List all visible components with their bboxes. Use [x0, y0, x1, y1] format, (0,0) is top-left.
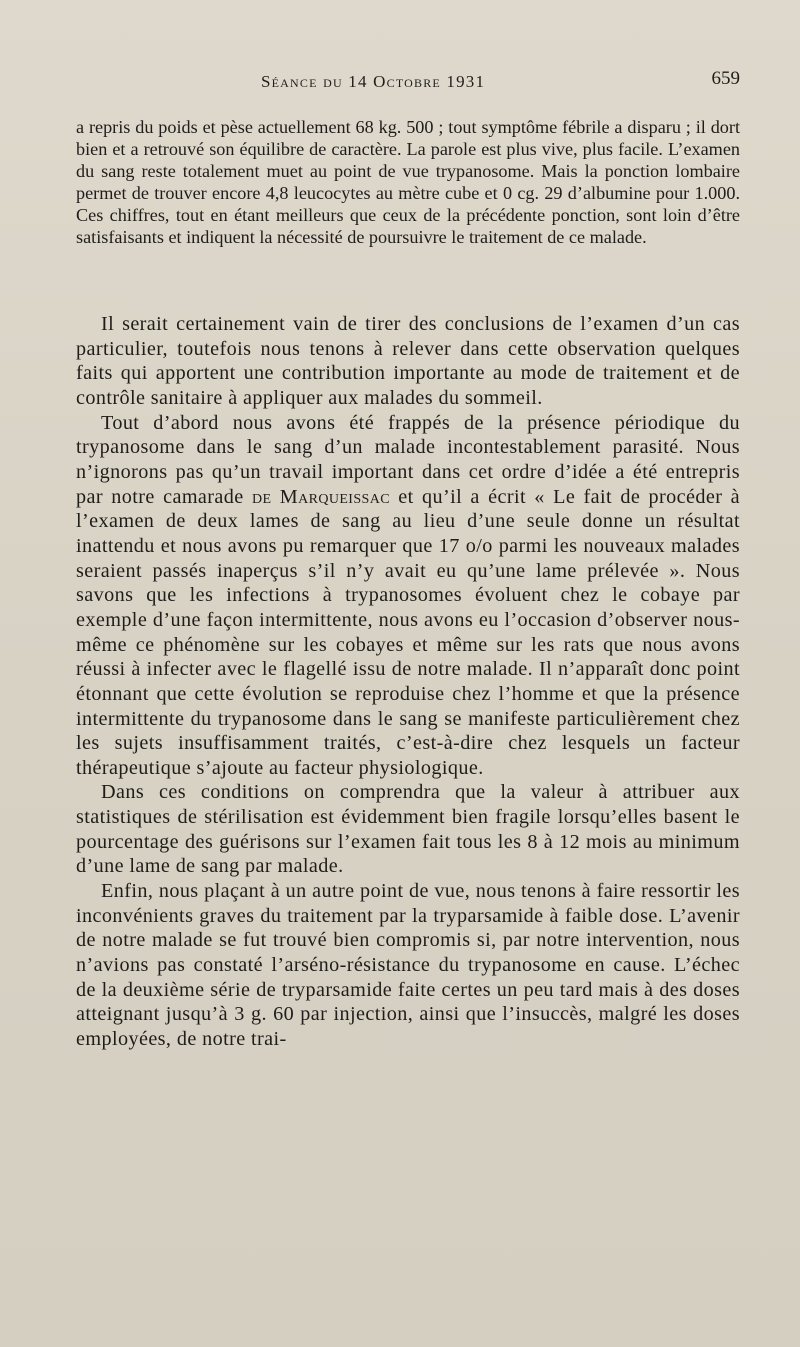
body-text: [76, 312, 740, 1052]
author-name: de Marqueissac: [251, 485, 390, 508]
paragraph-2: [76, 411, 740, 781]
paragraph-1: Il serait certainement vain de tirer des conclusions de l’examen d’un cas particulier, toutefois nous tenons à relever dans cette observation quelques faits qui apportent une contribution importante au mode de traitement et de contrôle sanitaire à appliquer aux malades du sommeil.: [76, 313, 740, 409]
page-number: 659: [711, 68, 740, 89]
paragraph-4: Enfin, nous plaçant à un autre point de vue, nous tenons à faire ressortir les inconvénients graves du traitement par la tryparsamide à faible dose. L’avenir de notre malade se fut trouvé bien compromis si, par notre intervention, nous n’avions pas constaté l’arséno-résistance du trypanosome en cause. L’échec de la deuxième série de tryparsamide faite certes un peu tard mais à des doses atteignant jusqu’à 3 g. 60 par injection, ainsi que l’insuccès, malgré les doses employées, de notre trai-: [76, 880, 740, 1051]
paragraph-2-text-a: Tout d’abord nous avons été frappés de la présence périodique du trypanosome dans le sang d’un malade incontestablement parasité. Nous n’ignorons pas qu’un travail important dans cet ordre d’idée a été entrepris par notre camarade: [76, 411, 740, 508]
paragraph-2-text-b: et qu’il a écrit « Le fait de procéder à l’examen de deux lames de sang au lieu d’une seule donne un résultat inattendu et nous avons pu remarquer que 17 o/o parmi les nouveaux malades seraient passés inaperçus s’il n’y avait eu qu’une lame prélevée ». Nous savons que les infections à trypanosomes évoluent chez le cobaye par exemple d’une façon intermittente, nous avons eu l’occasion d’observer nous-même ce phénomène sur les cobayes et même sur les rats que nous avons réussi à infecter avec le flagellé issu de notre malade. Il n’apparaît donc point étonnant que cette évolution se reproduise chez l’homme et que la présence intermittente du trypanosome dans le sang se manifeste particulièrement chez les sujets insuffisamment traités, c’est-à-dire chez lesquels un facteur thérapeutique s’ajoute au facteur physiologique.: [76, 485, 740, 779]
page-header: [76, 68, 740, 98]
paragraph-3: Dans ces conditions on comprendra que la valeur à attribuer aux statistiques de stérilisation est évidemment bien fragile lorsqu’elles basent le pourcentage des guérisons sur l’examen fait tous les 8 à 12 mois au minimum d’une lame de sang par malade.: [76, 781, 740, 878]
running-title: Séance du 14 Octobre 1931: [261, 72, 486, 91]
case-continuation-paragraph: a repris du poids et pèse actuellement 68 kg. 500 ; tout symptôme fébrile a disparu ; il dort bien et a retrouvé son équilibre de caractère. La parole est plus vive, plus facile. L’examen du sang reste totalement muet au point de vue trypanosome. Mais la ponction lombaire permet de trouver encore 4,8 leucocytes au mètre cube et 0 cg. 29 d’albumine pour 1.000. Ces chiffres, tout en étant meilleurs que ceux de la précédente ponction, sont loin d’être satisfaisants et indiquent la nécessité de poursuivre le traitement de ce malade.: [76, 117, 740, 247]
